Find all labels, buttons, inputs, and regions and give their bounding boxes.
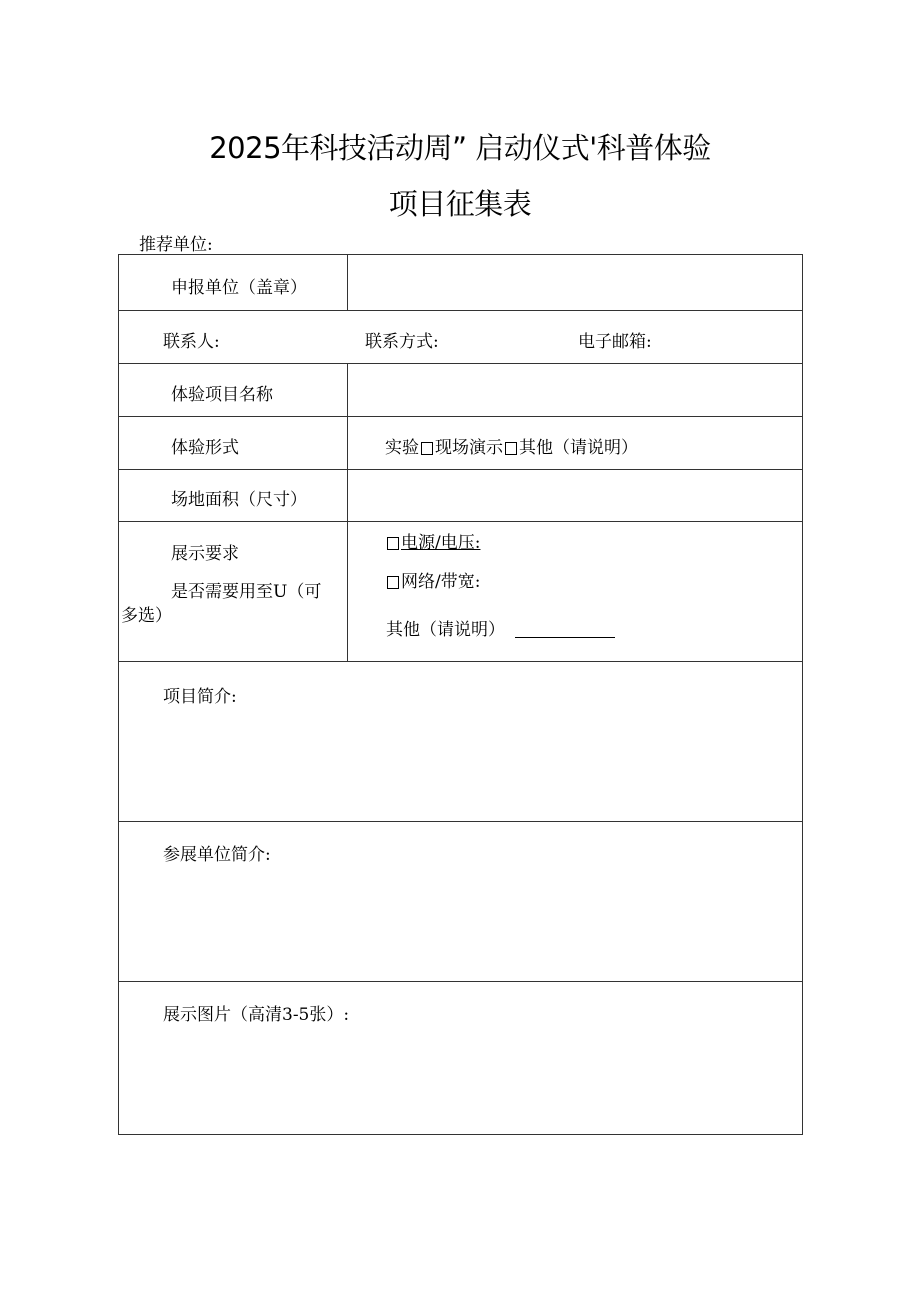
row-experience-form [119,417,802,470]
row-images[interactable] [119,982,802,1134]
page-title: 2025年科技活动周” 启动仪式'科普体验 [209,131,711,165]
row-contact [119,311,802,364]
applicant-label: 申报单位（盖章） [171,278,307,298]
project-name-label: 体验项目名称 [171,385,273,405]
recommend-unit-label: 推荐单位: [139,235,213,255]
other-label: 其他（请说明） [386,620,505,640]
network-label: 网络/带宽: [401,572,481,592]
other-option [386,615,615,640]
checkbox-demonstration[interactable] [505,442,517,455]
images-label: 展示图片（高清3-5张）: [163,1005,350,1025]
venue-label: 场地面积（尺寸） [171,490,307,510]
row-venue [119,470,802,522]
project-intro-label: 项目简介: [163,687,237,707]
experience-option-label: 现场演示 [435,438,503,458]
display-req-note-cont: 多选） [121,606,172,626]
power-label: 电源/电压: [401,533,481,553]
other-blank-line[interactable] [515,623,615,638]
row-display-requirements [119,522,802,662]
email-label: 电子邮箱: [578,332,652,352]
display-req-note: 是否需要用至U（可 [171,582,322,602]
row-project-intro[interactable] [119,662,802,822]
contact-method-label: 联系方式: [365,332,439,352]
project-name-input-cell[interactable] [348,364,802,416]
checkbox-experiment[interactable] [421,442,433,455]
experience-option-label: 实验 [385,438,419,458]
checkbox-network[interactable] [387,576,399,589]
page-subtitle: 项目征集表 [388,187,532,221]
network-option [385,567,480,592]
row-project-name [119,364,802,417]
display-req-label: 展示要求 [171,544,239,564]
column-divider [347,522,348,661]
exhibitor-intro-label: 参展单位简介: [163,845,271,865]
experience-option-label: 其他（请说明） [519,438,638,458]
row-applicant [119,255,802,311]
experience-options [385,433,638,458]
contact-person-label: 联系人: [163,332,220,352]
applicant-input-cell[interactable] [348,255,802,310]
row-exhibitor-intro[interactable] [119,822,802,982]
column-divider [347,417,348,469]
application-form-table [118,254,803,1135]
venue-input-cell[interactable] [348,470,802,521]
experience-form-label: 体验形式 [171,438,239,458]
power-option [385,528,480,553]
checkbox-power[interactable] [387,537,399,550]
